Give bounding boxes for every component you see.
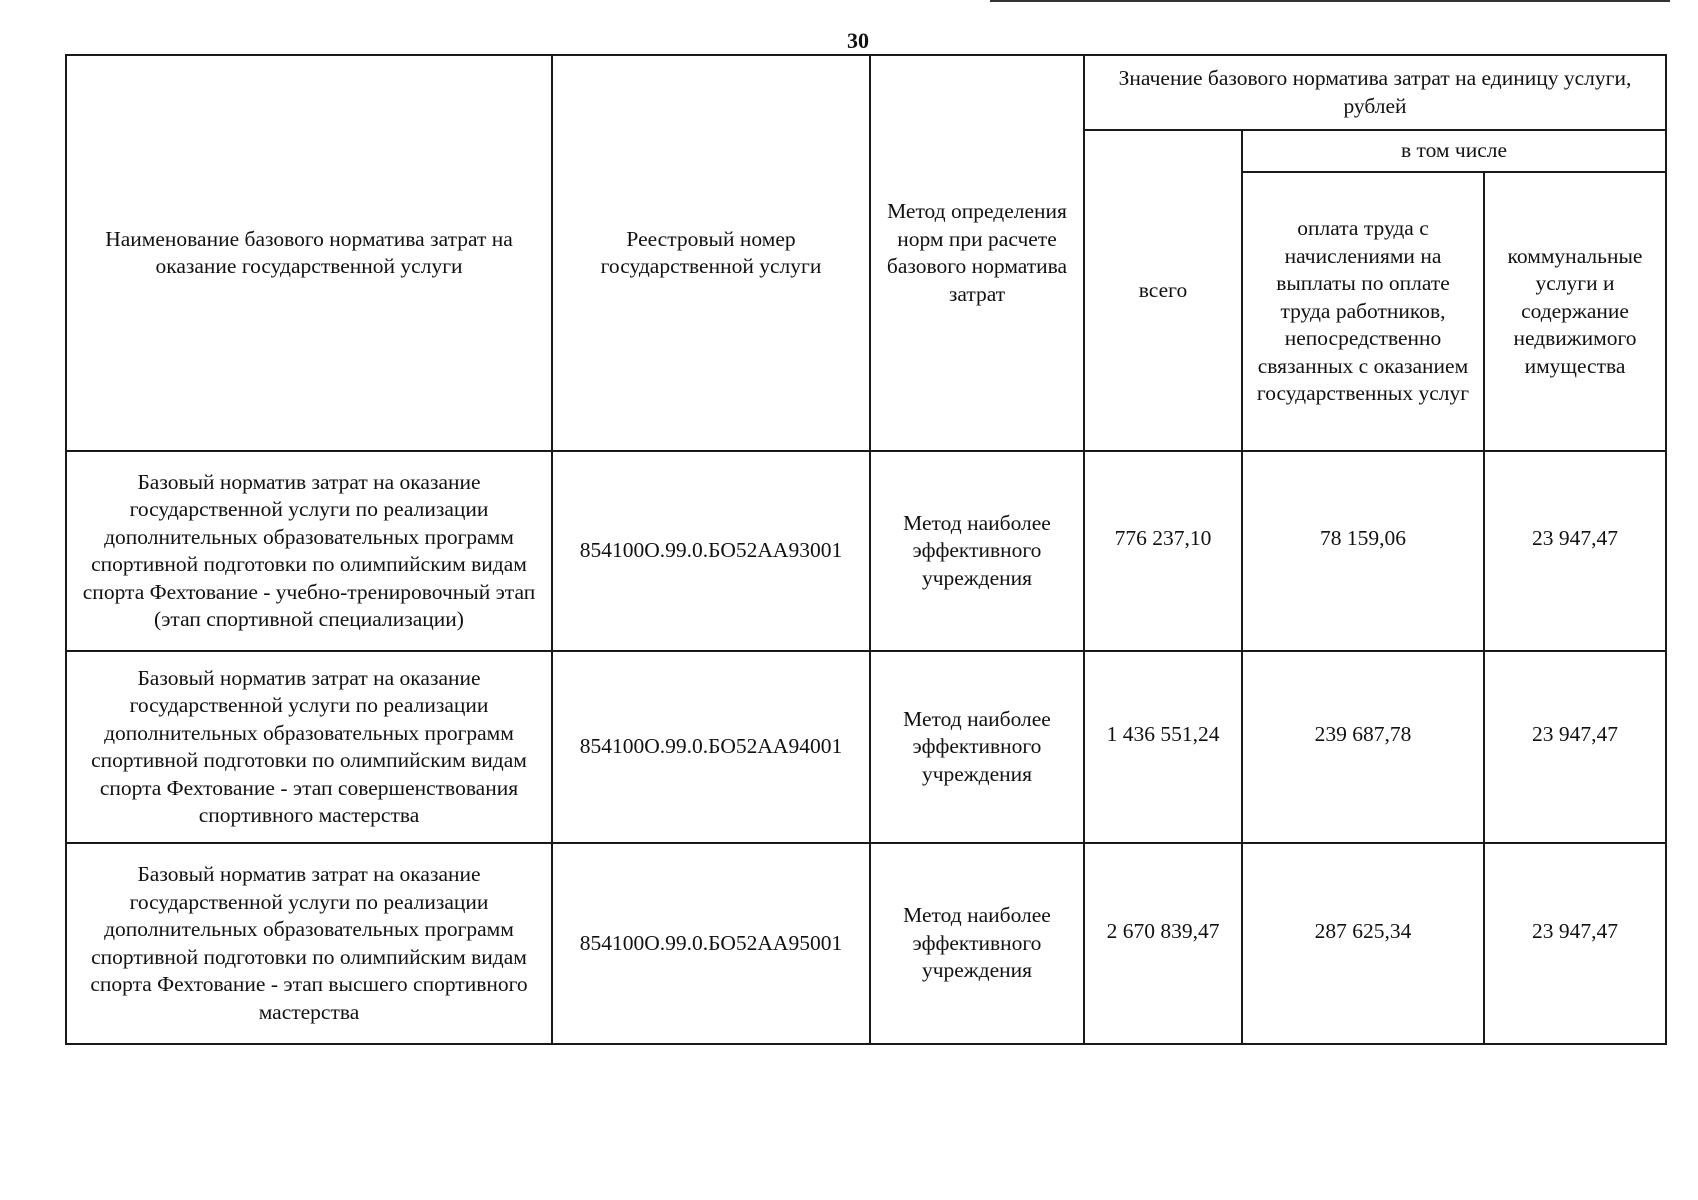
page-number: 30 <box>847 28 869 53</box>
row-registry-text: 854100О.99.0.БО52АА93001 <box>579 538 843 563</box>
row-utilities-text: 23 947,47 <box>1532 918 1618 943</box>
cost-norms-table <box>65 54 1667 1045</box>
row-registry <box>552 651 870 843</box>
row-total <box>1084 651 1242 843</box>
top-rule <box>990 0 1670 2</box>
header-including: в том числе <box>1242 130 1666 172</box>
row-utilities <box>1484 843 1666 1044</box>
row-utilities-text: 23 947,47 <box>1532 526 1618 551</box>
row-labor <box>1242 651 1484 843</box>
header-utilities: коммунальные услуги и содержание недвижимого имущества <box>1484 172 1666 451</box>
table-row <box>66 451 1666 651</box>
row-method: Метод наиболее эффективного учреждения <box>870 651 1084 843</box>
header-value-group: Значение базового норматива затрат на единицу услуги, рублей <box>1084 55 1666 130</box>
row-utilities <box>1484 451 1666 651</box>
row-total-text: 1 436 551,24 <box>1106 722 1220 747</box>
header-labor: оплата труда с начислениями на выплаты по оплате труда работников, непосредственно связанных с оказанием государственных услуг <box>1242 172 1484 451</box>
table-row <box>66 843 1666 1044</box>
row-labor-text: 78 159,06 <box>1320 526 1406 551</box>
row-total-text: 776 237,10 <box>1114 526 1212 551</box>
header-name: Наименование базового норматива затрат на оказание государственной услуги <box>66 55 552 451</box>
header-method: Метод определения норм при расчете базового норматива затрат <box>870 55 1084 451</box>
row-labor <box>1242 843 1484 1044</box>
row-registry <box>552 451 870 651</box>
row-utilities <box>1484 651 1666 843</box>
row-registry <box>552 843 870 1044</box>
row-labor <box>1242 451 1484 651</box>
row-name: Базовый норматив затрат на оказание государственной услуги по реализации дополнительных образовательных программ спортивной подготовки по олимпийским видам спорта Фехтование - этап совершенствования спортивного мастерства <box>66 651 552 843</box>
row-method: Метод наиболее эффективного учреждения <box>870 451 1084 651</box>
row-utilities-text: 23 947,47 <box>1532 722 1618 747</box>
header-registry: Реестровый номер государственной услуги <box>552 55 870 451</box>
row-total <box>1084 451 1242 651</box>
row-total <box>1084 843 1242 1044</box>
row-name: Базовый норматив затрат на оказание государственной услуги по реализации дополнительных образовательных программ спортивной подготовки по олимпийским видам спорта Фехтование - учебно-тренировочный этап (этап спортивной специализации) <box>66 451 552 651</box>
row-labor-text: 287 625,34 <box>1314 918 1412 943</box>
row-name: Базовый норматив затрат на оказание государственной услуги по реализации дополнительных образовательных программ спортивной подготовки по олимпийским видам спорта Фехтование - этап высшего спортивного мастерства <box>66 843 552 1044</box>
row-method: Метод наиболее эффективного учреждения <box>870 843 1084 1044</box>
row-registry-text: 854100О.99.0.БО52АА95001 <box>579 930 843 955</box>
row-total-text: 2 670 839,47 <box>1106 918 1220 943</box>
row-registry-text: 854100О.99.0.БО52АА94001 <box>579 734 843 759</box>
header-row-1 <box>66 55 1666 130</box>
row-labor-text: 239 687,78 <box>1314 722 1412 747</box>
table-row <box>66 651 1666 843</box>
header-total: всего <box>1084 130 1242 451</box>
